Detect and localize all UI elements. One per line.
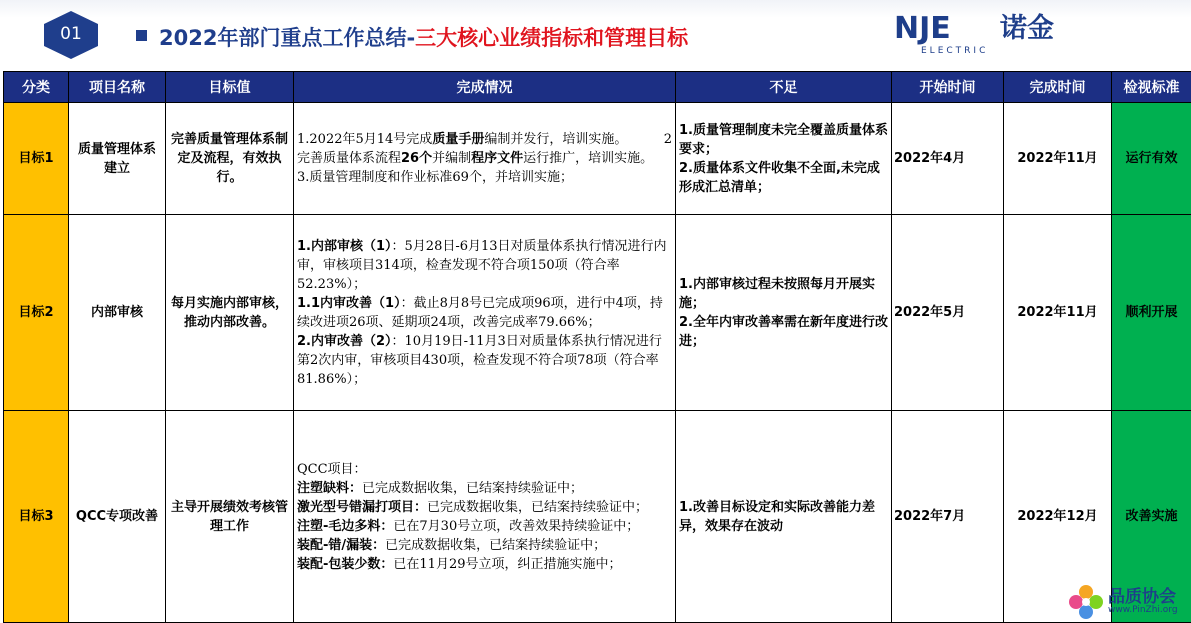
flower-logo-icon	[1066, 582, 1106, 622]
watermark-cn: 品质协会	[1108, 587, 1176, 607]
target-cell: 完善质量管理体系制定及流程，有效执行。	[166, 103, 294, 215]
watermark	[1066, 580, 1191, 623]
start-date-cell: 2022年4月	[892, 103, 1004, 215]
completion-line: QCC项目：	[297, 461, 367, 477]
page-title-part1: 2022年部门重点工作总结-	[159, 26, 416, 50]
completion-line: 1.内部审核（1）：5月28日-6月13日对质量体系执行情况进行内审，审核项目314项，检查发现不符合项150项（符合率52.23%）；	[297, 238, 667, 292]
end-date-cell: 2022年12月	[1004, 411, 1112, 623]
col-header: 不足	[676, 72, 892, 103]
completion-line: 2.内审改善（2）：10月19日-11月3日对质量体系执行情况进行第2次内审，审核项目430项，检查发现不符合项78项（符合率81.86%）；	[297, 333, 662, 387]
table-header-row	[4, 72, 1191, 103]
completion-line: 1.2022年5月14号完成质量手册编制并发行，培训实施。 2	[297, 132, 672, 147]
table-row	[4, 103, 1191, 215]
watermark-url: www.PinZhi.org	[1108, 605, 1178, 615]
target-cell: 每月实施内部审核，推动内部改善。	[166, 215, 294, 411]
completion-line: 完善质量体系流程26个并编制程序文件运行推广，培训实施。	[297, 151, 654, 166]
standard-cell: 改善实施	[1112, 411, 1191, 623]
table-row	[4, 215, 1191, 411]
completion-line: 注塑-毛边多料：已在7月30号立项，改善效果持续验证中；	[297, 518, 640, 534]
title-bullet-icon	[136, 30, 147, 41]
shortfall-cell: 1.改善目标设定和实际改善能力差异，效果存在波动	[676, 411, 892, 623]
completion-cell	[294, 103, 676, 215]
logo-mark: NJE	[894, 11, 951, 46]
completion-line: 装配-包装少数：已在11月29号立项，纠正措施实施中；	[297, 556, 622, 572]
project-cell: 内部审核	[69, 215, 166, 411]
summary-table	[3, 71, 1191, 623]
col-header: 检视标准	[1112, 72, 1191, 103]
section-number: 01	[60, 24, 82, 44]
project-cell: QCC专项改善	[69, 411, 166, 623]
col-header: 项目名称	[69, 72, 166, 103]
completion-line: 3.质量管理制度和作业标准69个，并培训实施；	[297, 170, 573, 185]
category-cell: 目标1	[4, 103, 69, 215]
completion-cell	[294, 215, 676, 411]
col-header: 分类	[4, 72, 69, 103]
company-logo	[894, 12, 1074, 58]
col-header: 完成情况	[294, 72, 676, 103]
start-date-cell: 2022年5月	[892, 215, 1004, 411]
shortfall-cell: 1.内部审核过程未按照每月开展实施； 2.全年内审改善率需在新年度进行改进；	[676, 215, 892, 411]
category-cell: 目标3	[4, 411, 69, 623]
standard-cell: 顺利开展	[1112, 215, 1191, 411]
col-header: 目标值	[166, 72, 294, 103]
category-cell: 目标2	[4, 215, 69, 411]
col-header: 完成时间	[1004, 72, 1112, 103]
table-row	[4, 411, 1191, 623]
end-date-cell: 2022年11月	[1004, 215, 1112, 411]
end-date-cell: 2022年11月	[1004, 103, 1112, 215]
project-cell: 质量管理体系建立	[69, 103, 166, 215]
completion-line: 注塑缺料：已完成数据收集，已结案持续验证中；	[297, 480, 584, 496]
completion-cell	[294, 411, 676, 623]
start-date-cell: 2022年7月	[892, 411, 1004, 623]
section-badge	[42, 10, 100, 60]
logo-cn: 诺金	[1000, 13, 1054, 44]
page-title-part2: 三大核心业绩指标和管理目标	[415, 26, 689, 50]
completion-line: 1.1内审改善（1）：截止8月8号已完成项96项，进行中4项，持续改进项26项、延期项24项，改善完成率79.66%；	[297, 295, 663, 330]
completion-line: 装配-错/漏装：已完成数据收集，已结案持续验证中；	[297, 537, 607, 553]
completion-line: 激光型号错漏打项目：已完成数据收集，已结案持续验证中；	[297, 499, 649, 515]
standard-cell: 运行有效	[1112, 103, 1191, 215]
slide-header	[0, 0, 1191, 70]
logo-sub: ELECTRIC	[921, 46, 989, 56]
shortfall-cell: 1.质量管理制度未完全覆盖质量体系要求； 2.质量体系文件收集不全面,未完成形成汇总清单；	[676, 103, 892, 215]
target-cell: 主导开展绩效考核管理工作	[166, 411, 294, 623]
page-title	[159, 22, 688, 52]
col-header: 开始时间	[892, 72, 1004, 103]
